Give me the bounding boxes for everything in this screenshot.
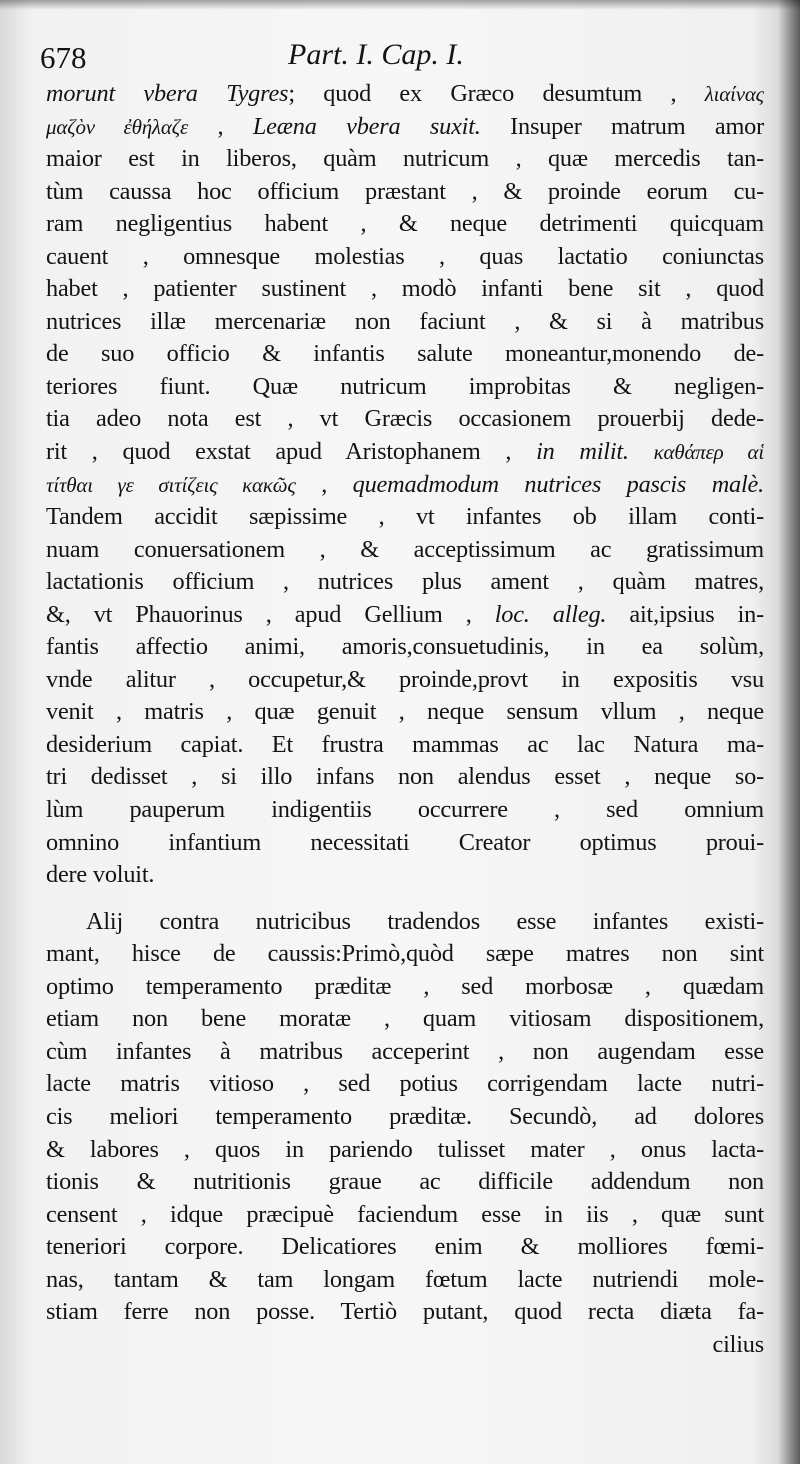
roman-text: stiam ferre non posse. Tertiò putant, quod recta diæta fa- [46, 1298, 764, 1326]
roman-text: &, vt Phauorinus , apud Gellium , [46, 600, 495, 628]
roman-text: habet , patienter sustinent , modò infanti bene sit , quod [46, 275, 764, 303]
greek-text: καθάπερ αἱ [653, 440, 764, 465]
roman-text: teriores fiunt. Quæ nutricum improbitas & negligen- [46, 372, 764, 400]
running-title: Part. I. Cap. I. [288, 38, 464, 71]
text-line [46, 1068, 764, 1101]
roman-text: tùm caussa hoc officium præstant , & proinde eorum cu- [46, 177, 764, 205]
text-line [46, 501, 764, 534]
text-line [46, 631, 764, 664]
greek-text: μαζὸν ἐθήλαζε [46, 114, 189, 139]
roman-text: , [295, 470, 353, 498]
roman-text: rit , quod exstat apud Aristophanem , [46, 438, 537, 466]
text-line [46, 1166, 764, 1199]
text-line [46, 566, 764, 599]
roman-text: , [188, 112, 253, 140]
text-line [46, 664, 764, 697]
roman-text: & labores , quos in pariendo tulisset mater , onus lacta- [46, 1135, 764, 1163]
roman-text: optimo temperamento præditæ , sed morbosæ , quædam [46, 972, 764, 1000]
roman-text: Alij contra nutricibus tradendos esse infantes existi- [86, 907, 764, 935]
text-line [46, 273, 764, 306]
text-line [46, 859, 764, 892]
roman-text: lùm pauperum indigentiis occurrere , sed omnium [46, 796, 764, 824]
roman-text: vnde alitur , occupetur,& proinde,provt in expositis vsu [46, 665, 764, 693]
roman-text: desiderium capiat. Et frustra mammas ac lac Natura ma- [46, 730, 764, 758]
greek-text: λιαίνας [704, 82, 764, 106]
roman-text: teneriori corpore. Delicatiores enim & molliores fœmi- [46, 1233, 764, 1261]
text-line [46, 971, 764, 1004]
text-line [46, 938, 764, 971]
roman-text: venit , matris , quæ genuit , neque sensum vllum , neque [46, 698, 764, 726]
text-line [46, 403, 764, 436]
text-line [46, 1296, 764, 1329]
roman-text: ; quod ex Græco desumtum , [288, 80, 705, 107]
text-line [46, 371, 764, 404]
roman-text: cùm infantes à matribus acceperint , non augendam esse [46, 1037, 764, 1065]
roman-text: maior est in liberos, quàm nutricum , quæ mercedis tan- [46, 145, 764, 173]
text-line [46, 1199, 764, 1232]
text-line [46, 906, 764, 939]
greek-text: τίτθαι γε σιτίζεις κακῶς [46, 472, 296, 497]
roman-text: lactationis officium , nutrices plus ament , quàm matres, [46, 568, 764, 596]
text-line [46, 1231, 764, 1264]
roman-text: cilius [712, 1330, 764, 1358]
text-line [46, 534, 764, 567]
roman-text: nas, tantam & tam longam fœtum lacte nutriendi mole- [46, 1265, 764, 1293]
roman-text: tri dedisset , si illo infans non alendus esset , neque so- [46, 763, 764, 791]
roman-text: lacte matris vitioso , sed potius corrigendam lacte nutri- [46, 1070, 764, 1098]
text-line [46, 696, 764, 729]
roman-text: ait,ipsius in- [606, 600, 764, 628]
roman-text: ram negligentius habent , & neque detrimenti quicquam [46, 210, 764, 238]
page-top-shadow [0, 0, 800, 10]
roman-text: censent , idque præcipuè faciendum esse in iis , quæ sunt [46, 1200, 764, 1228]
body-text [46, 78, 764, 1361]
text-line [46, 208, 764, 241]
text-line [46, 111, 764, 144]
text-line [46, 1264, 764, 1297]
roman-text: omnino infantium necessitati Creator optimus proui- [46, 828, 764, 856]
text-line [46, 241, 764, 274]
roman-text: fantis affectio animi, amoris,consuetudinis, in ea solùm, [46, 633, 764, 661]
text-line [46, 436, 764, 469]
italic-text: quemadmodum nutrices pascis malè. [352, 470, 764, 498]
roman-text: nuam conuersationem , & acceptissimum ac gratissimum [46, 535, 764, 563]
text-line [46, 1036, 764, 1069]
roman-text: Tandem accidit sæpissime , vt infantes ob illam conti- [46, 503, 764, 531]
roman-text: cauent , omnesque molestias , quas lactatio coniunctas [46, 242, 764, 270]
roman-text: Insuper matrum amor [480, 112, 764, 140]
catchword [46, 1329, 764, 1362]
text-line [46, 1134, 764, 1167]
roman-text: etiam non bene moratæ , quam vitiosam dispositionem, [46, 1005, 764, 1033]
roman-text: mant, hisce de caussis:Primò,quòd sæpe matres non sint [46, 940, 764, 968]
text-line [46, 794, 764, 827]
page-header [40, 34, 760, 74]
roman-text [629, 438, 654, 465]
italic-text: loc. alleg. [494, 600, 607, 628]
text-line [46, 1003, 764, 1036]
roman-text: tionis & nutritionis graue ac difficile addendum non [46, 1168, 764, 1196]
text-line [46, 143, 764, 176]
italic-text: in milit. [536, 438, 629, 466]
italic-text: morunt vbera Tygres [46, 80, 289, 107]
roman-text: nutrices illæ mercenariæ non faciunt , & si à matribus [46, 307, 764, 335]
text-line [46, 176, 764, 209]
roman-text: dere voluit. [46, 861, 155, 889]
italic-text: Leæna vbera suxit. [252, 112, 481, 140]
roman-text: tia adeo nota est , vt Græcis occasionem prouerbij dede- [46, 405, 764, 433]
text-line [46, 729, 764, 762]
page-right-shadow [778, 0, 800, 1464]
page-number: 678 [40, 40, 87, 75]
text-line [46, 338, 764, 371]
text-line [46, 599, 764, 632]
text-line [46, 78, 764, 111]
text-line [46, 827, 764, 860]
text-line [46, 306, 764, 339]
text-line [46, 761, 764, 794]
paragraph-gap [46, 892, 764, 906]
roman-text: cis meliori temperamento præditæ. Secundò, ad dolores [46, 1102, 764, 1130]
text-line [46, 1101, 764, 1134]
roman-text: de suo officio & infantis salute moneantur,monendo de- [46, 340, 764, 368]
text-line [46, 469, 764, 502]
